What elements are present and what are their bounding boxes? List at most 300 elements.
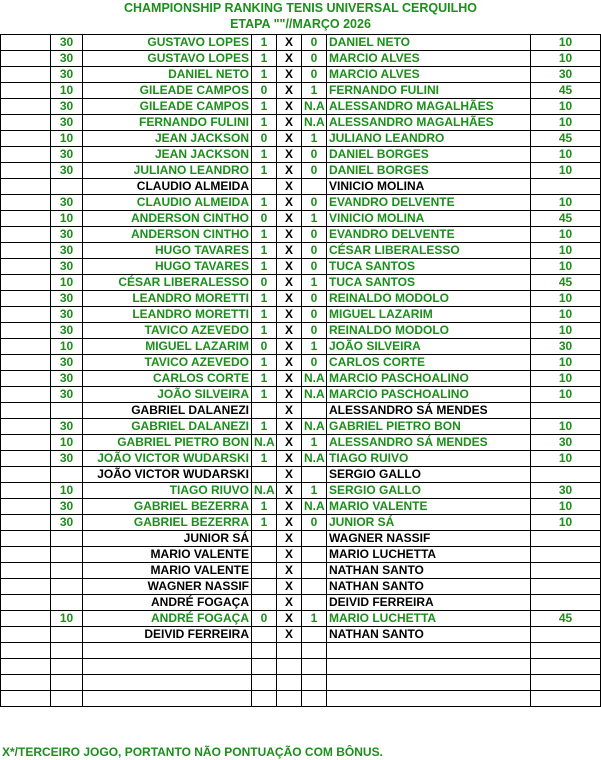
- row-spacer: [1, 467, 51, 483]
- table-row: [1, 595, 601, 611]
- player2-points: 10: [531, 195, 601, 211]
- row-spacer: [1, 515, 51, 531]
- player1-points: 30: [51, 451, 83, 467]
- versus-mark: X: [277, 627, 302, 643]
- player2-name: [327, 659, 531, 675]
- player1-score: 1: [252, 35, 277, 51]
- versus-mark: X: [277, 163, 302, 179]
- player2-score: 0: [302, 323, 327, 339]
- player2-score: 1: [302, 211, 327, 227]
- player2-name: CARLOS CORTE: [327, 355, 531, 371]
- player1-name: JUNIOR SÁ: [83, 531, 252, 547]
- versus-mark: X: [277, 195, 302, 211]
- table-row: [1, 675, 601, 691]
- player1-points: 30: [51, 35, 83, 51]
- row-spacer: [1, 483, 51, 499]
- player2-points: 10: [531, 451, 601, 467]
- player1-name: [83, 675, 252, 691]
- player2-name: ALESSANDRO SÁ MENDES: [327, 435, 531, 451]
- player1-points: 30: [51, 147, 83, 163]
- player1-score: 1: [252, 387, 277, 403]
- player1-points: 10: [51, 83, 83, 99]
- player2-points: 10: [531, 355, 601, 371]
- versus-mark: X: [277, 579, 302, 595]
- player1-name: LEANDRO MORETTI: [83, 291, 252, 307]
- player1-points: [51, 691, 83, 707]
- table-row: [1, 483, 601, 499]
- ranking-table: [0, 34, 601, 707]
- player1-points: [51, 627, 83, 643]
- player1-name: ANDRÉ FOGAÇA: [83, 595, 252, 611]
- versus-mark: X: [277, 323, 302, 339]
- player1-name: MIGUEL LAZARIM: [83, 339, 252, 355]
- table-row: [1, 115, 601, 131]
- table-row: [1, 51, 601, 67]
- player2-name: MARIO LUCHETTA: [327, 547, 531, 563]
- player1-name: [83, 691, 252, 707]
- table-row: [1, 179, 601, 195]
- table-row: [1, 659, 601, 675]
- player2-name: MARIO VALENTE: [327, 499, 531, 515]
- table-row: [1, 611, 601, 627]
- table-row: [1, 691, 601, 707]
- player1-score: [252, 531, 277, 547]
- player2-points: 30: [531, 67, 601, 83]
- player1-name: CLAUDIO ALMEIDA: [83, 195, 252, 211]
- row-spacer: [1, 67, 51, 83]
- player2-score: 0: [302, 243, 327, 259]
- versus-mark: X: [277, 51, 302, 67]
- versus-mark: X: [277, 483, 302, 499]
- player2-name: EVANDRO DELVENTE: [327, 195, 531, 211]
- player2-points: 10: [531, 499, 601, 515]
- table-row: [1, 211, 601, 227]
- player2-name: TUCA SANTOS: [327, 275, 531, 291]
- player1-name: FERNANDO FULINI: [83, 115, 252, 131]
- row-spacer: [1, 307, 51, 323]
- player2-score: 0: [302, 515, 327, 531]
- table-row: [1, 99, 601, 115]
- player2-score: N.A: [302, 451, 327, 467]
- player2-score: N.A: [302, 371, 327, 387]
- player1-score: [252, 675, 277, 691]
- versus-mark: X: [277, 371, 302, 387]
- player1-points: 30: [51, 307, 83, 323]
- row-spacer: [1, 595, 51, 611]
- ranking-rows: [1, 35, 601, 707]
- player2-score: 0: [302, 227, 327, 243]
- player1-score: [252, 595, 277, 611]
- player2-score: 0: [302, 307, 327, 323]
- player1-points: 30: [51, 195, 83, 211]
- player2-points: 10: [531, 291, 601, 307]
- player2-score: 0: [302, 163, 327, 179]
- table-row: [1, 195, 601, 211]
- player2-points: 45: [531, 611, 601, 627]
- player2-score: 0: [302, 259, 327, 275]
- table-row: [1, 435, 601, 451]
- player2-name: REINALDO MODOLO: [327, 291, 531, 307]
- player2-score: [302, 179, 327, 195]
- player2-score: [302, 691, 327, 707]
- player2-score: 0: [302, 35, 327, 51]
- player1-name: HUGO TAVARES: [83, 259, 252, 275]
- row-spacer: [1, 115, 51, 131]
- versus-mark: X: [277, 611, 302, 627]
- versus-mark: X: [277, 259, 302, 275]
- row-spacer: [1, 291, 51, 307]
- player2-points: [531, 547, 601, 563]
- table-row: [1, 467, 601, 483]
- player2-score: 0: [302, 51, 327, 67]
- player1-score: N.A: [252, 483, 277, 499]
- player2-score: [302, 531, 327, 547]
- player1-name: GABRIEL DALANEZI: [83, 419, 252, 435]
- table-row: [1, 563, 601, 579]
- player2-points: [531, 531, 601, 547]
- player1-score: [252, 643, 277, 659]
- player1-score: [252, 467, 277, 483]
- player1-points: 30: [51, 227, 83, 243]
- player1-points: [51, 675, 83, 691]
- player1-name: GABRIEL PIETRO BON: [83, 435, 252, 451]
- player2-score: N.A: [302, 499, 327, 515]
- versus-mark: X: [277, 339, 302, 355]
- player2-points: [531, 659, 601, 675]
- table-row: [1, 419, 601, 435]
- player1-score: N.A: [252, 435, 277, 451]
- player2-score: N.A: [302, 99, 327, 115]
- versus-mark: [277, 675, 302, 691]
- player1-score: [252, 691, 277, 707]
- player1-points: 30: [51, 387, 83, 403]
- player1-points: 30: [51, 259, 83, 275]
- player1-points: 30: [51, 51, 83, 67]
- player2-name: WAGNER NASSIF: [327, 531, 531, 547]
- versus-mark: X: [277, 67, 302, 83]
- player1-name: MARIO VALENTE: [83, 547, 252, 563]
- player1-points: 30: [51, 499, 83, 515]
- player1-name: ANDERSON CINTHO: [83, 211, 252, 227]
- player1-score: 1: [252, 307, 277, 323]
- player2-score: [302, 595, 327, 611]
- player1-score: 0: [252, 339, 277, 355]
- player2-score: [302, 467, 327, 483]
- player2-score: 0: [302, 355, 327, 371]
- player1-score: 1: [252, 451, 277, 467]
- player2-name: MARCIO ALVES: [327, 51, 531, 67]
- player1-name: JULIANO LEANDRO: [83, 163, 252, 179]
- row-spacer: [1, 451, 51, 467]
- player2-score: 1: [302, 435, 327, 451]
- row-spacer: [1, 499, 51, 515]
- player2-points: 45: [531, 211, 601, 227]
- versus-mark: X: [277, 83, 302, 99]
- player1-points: 10: [51, 435, 83, 451]
- player2-score: 1: [302, 275, 327, 291]
- player1-points: 30: [51, 99, 83, 115]
- versus-mark: X: [277, 595, 302, 611]
- table-row: [1, 35, 601, 51]
- row-spacer: [1, 659, 51, 675]
- table-row: [1, 307, 601, 323]
- versus-mark: X: [277, 291, 302, 307]
- player1-points: 10: [51, 211, 83, 227]
- player2-score: 1: [302, 611, 327, 627]
- player1-name: JOÃO SILVEIRA: [83, 387, 252, 403]
- player1-score: 1: [252, 51, 277, 67]
- player1-points: [51, 403, 83, 419]
- player2-score: 1: [302, 483, 327, 499]
- player1-points: 30: [51, 115, 83, 131]
- table-row: [1, 259, 601, 275]
- player2-points: 10: [531, 35, 601, 51]
- player2-points: 10: [531, 115, 601, 131]
- player1-points: 30: [51, 323, 83, 339]
- row-spacer: [1, 195, 51, 211]
- player1-points: 10: [51, 611, 83, 627]
- player1-name: WAGNER NASSIF: [83, 579, 252, 595]
- player1-name: GABRIEL BEZERRA: [83, 499, 252, 515]
- player1-points: 10: [51, 275, 83, 291]
- player2-score: [302, 403, 327, 419]
- player1-name: MARIO VALENTE: [83, 563, 252, 579]
- player1-points: [51, 595, 83, 611]
- player1-score: 1: [252, 115, 277, 131]
- row-spacer: [1, 131, 51, 147]
- row-spacer: [1, 83, 51, 99]
- player1-score: [252, 659, 277, 675]
- player1-score: 1: [252, 163, 277, 179]
- row-spacer: [1, 147, 51, 163]
- player2-points: 10: [531, 51, 601, 67]
- player1-score: 0: [252, 611, 277, 627]
- player1-score: 0: [252, 83, 277, 99]
- player2-points: 45: [531, 83, 601, 99]
- player1-points: 30: [51, 163, 83, 179]
- footnote: X*/TERCEIRO JOGO, PORTANTO NÃO PONTUAÇÃO COM BÔNUS.: [2, 745, 383, 759]
- table-row: [1, 643, 601, 659]
- player1-score: 1: [252, 227, 277, 243]
- row-spacer: [1, 611, 51, 627]
- row-spacer: [1, 547, 51, 563]
- player1-name: GUSTAVO LOPES: [83, 51, 252, 67]
- player1-score: [252, 179, 277, 195]
- player1-score: 1: [252, 371, 277, 387]
- player1-score: 1: [252, 419, 277, 435]
- player1-points: [51, 547, 83, 563]
- row-spacer: [1, 355, 51, 371]
- player1-score: 0: [252, 211, 277, 227]
- player2-name: CÉSAR LIBERALESSO: [327, 243, 531, 259]
- versus-mark: X: [277, 499, 302, 515]
- row-spacer: [1, 387, 51, 403]
- versus-mark: X: [277, 211, 302, 227]
- versus-mark: X: [277, 451, 302, 467]
- row-spacer: [1, 259, 51, 275]
- row-spacer: [1, 99, 51, 115]
- player1-points: [51, 179, 83, 195]
- versus-mark: [277, 659, 302, 675]
- player2-points: 10: [531, 515, 601, 531]
- player2-points: 10: [531, 259, 601, 275]
- player2-name: MARCIO ALVES: [327, 67, 531, 83]
- table-row: [1, 451, 601, 467]
- player1-points: 30: [51, 419, 83, 435]
- player1-score: 1: [252, 355, 277, 371]
- player1-score: 1: [252, 323, 277, 339]
- player2-points: 10: [531, 371, 601, 387]
- versus-mark: X: [277, 355, 302, 371]
- versus-mark: X: [277, 467, 302, 483]
- player2-name: [327, 691, 531, 707]
- player1-score: 1: [252, 291, 277, 307]
- row-spacer: [1, 563, 51, 579]
- player1-name: JOÃO VICTOR WUDARSKI: [83, 451, 252, 467]
- versus-mark: X: [277, 531, 302, 547]
- player2-name: NATHAN SANTO: [327, 627, 531, 643]
- player1-name: DANIEL NETO: [83, 67, 252, 83]
- table-row: [1, 243, 601, 259]
- row-spacer: [1, 579, 51, 595]
- table-row: [1, 403, 601, 419]
- player2-name: JULIANO LEANDRO: [327, 131, 531, 147]
- row-spacer: [1, 419, 51, 435]
- player1-score: 0: [252, 131, 277, 147]
- table-row: [1, 627, 601, 643]
- player2-name: [327, 675, 531, 691]
- player1-score: 1: [252, 259, 277, 275]
- player2-points: 10: [531, 99, 601, 115]
- table-row: [1, 499, 601, 515]
- player2-points: [531, 179, 601, 195]
- versus-mark: X: [277, 179, 302, 195]
- player2-points: 10: [531, 323, 601, 339]
- player1-score: [252, 563, 277, 579]
- table-row: [1, 579, 601, 595]
- player1-score: 1: [252, 147, 277, 163]
- sheet-title: CHAMPIONSHIP RANKING TENIS UNIVERSAL CERQUILHO: [123, 1, 478, 15]
- player1-points: [51, 643, 83, 659]
- player1-score: 1: [252, 515, 277, 531]
- player1-name: [83, 659, 252, 675]
- player2-name: SERGIO GALLO: [327, 483, 531, 499]
- player1-name: GABRIEL BEZERRA: [83, 515, 252, 531]
- player2-points: [531, 403, 601, 419]
- table-row: [1, 227, 601, 243]
- table-row: [1, 515, 601, 531]
- player1-score: [252, 403, 277, 419]
- table-row: [1, 83, 601, 99]
- player2-name: EVANDRO DELVENTE: [327, 227, 531, 243]
- player2-points: 10: [531, 163, 601, 179]
- versus-mark: X: [277, 115, 302, 131]
- player2-name: MARCIO PASCHOALINO: [327, 387, 531, 403]
- table-row: [1, 131, 601, 147]
- row-spacer: [1, 403, 51, 419]
- player2-score: N.A: [302, 387, 327, 403]
- versus-mark: X: [277, 563, 302, 579]
- player2-name: DANIEL BORGES: [327, 163, 531, 179]
- table-row: [1, 163, 601, 179]
- row-spacer: [1, 275, 51, 291]
- row-spacer: [1, 211, 51, 227]
- player2-name: MARCIO PASCHOALINO: [327, 371, 531, 387]
- row-spacer: [1, 323, 51, 339]
- player2-points: [531, 675, 601, 691]
- player1-name: ANDERSON CINTHO: [83, 227, 252, 243]
- player1-name: [83, 643, 252, 659]
- player1-points: 30: [51, 515, 83, 531]
- versus-mark: X: [277, 515, 302, 531]
- player2-name: DEIVID FERREIRA: [327, 595, 531, 611]
- player1-name: GABRIEL DALANEZI: [83, 403, 252, 419]
- player2-points: 45: [531, 131, 601, 147]
- player2-name: MIGUEL LAZARIM: [327, 307, 531, 323]
- row-spacer: [1, 339, 51, 355]
- player2-points: 30: [531, 483, 601, 499]
- player1-points: [51, 467, 83, 483]
- player1-name: TIAGO RIUVO: [83, 483, 252, 499]
- player2-name: ALESSANDRO MAGALHÃES: [327, 99, 531, 115]
- row-spacer: [1, 691, 51, 707]
- player2-points: 30: [531, 339, 601, 355]
- player1-points: 10: [51, 131, 83, 147]
- player2-name: TUCA SANTOS: [327, 259, 531, 275]
- player2-score: 1: [302, 131, 327, 147]
- player1-points: [51, 563, 83, 579]
- player2-name: DANIEL BORGES: [327, 147, 531, 163]
- player2-name: VINICIO MOLINA: [327, 211, 531, 227]
- player1-name: CARLOS CORTE: [83, 371, 252, 387]
- player2-score: 0: [302, 147, 327, 163]
- player1-points: 30: [51, 291, 83, 307]
- player2-name: MARIO LUCHETTA: [327, 611, 531, 627]
- versus-mark: X: [277, 419, 302, 435]
- player1-score: [252, 627, 277, 643]
- table-row: [1, 547, 601, 563]
- player2-points: [531, 627, 601, 643]
- versus-mark: X: [277, 147, 302, 163]
- player1-score: [252, 547, 277, 563]
- versus-mark: X: [277, 403, 302, 419]
- versus-mark: X: [277, 387, 302, 403]
- row-spacer: [1, 179, 51, 195]
- player2-score: [302, 547, 327, 563]
- player2-name: REINALDO MODOLO: [327, 323, 531, 339]
- player1-score: 1: [252, 99, 277, 115]
- player2-points: 10: [531, 387, 601, 403]
- player2-score: [302, 675, 327, 691]
- player2-points: 10: [531, 147, 601, 163]
- player1-name: HUGO TAVARES: [83, 243, 252, 259]
- player1-name: JOÃO VICTOR WUDARSKI: [83, 467, 252, 483]
- player2-name: NATHAN SANTO: [327, 579, 531, 595]
- player2-points: 10: [531, 243, 601, 259]
- versus-mark: X: [277, 547, 302, 563]
- player2-points: [531, 643, 601, 659]
- row-spacer: [1, 163, 51, 179]
- player2-name: TIAGO RUIVO: [327, 451, 531, 467]
- player2-score: [302, 627, 327, 643]
- player2-name: DANIEL NETO: [327, 35, 531, 51]
- player2-score: N.A: [302, 115, 327, 131]
- player2-name: FERNANDO FULINI: [327, 83, 531, 99]
- player1-name: TAVICO AZEVEDO: [83, 355, 252, 371]
- player2-name: JOÃO SILVEIRA: [327, 339, 531, 355]
- player2-name: [327, 643, 531, 659]
- player1-points: [51, 531, 83, 547]
